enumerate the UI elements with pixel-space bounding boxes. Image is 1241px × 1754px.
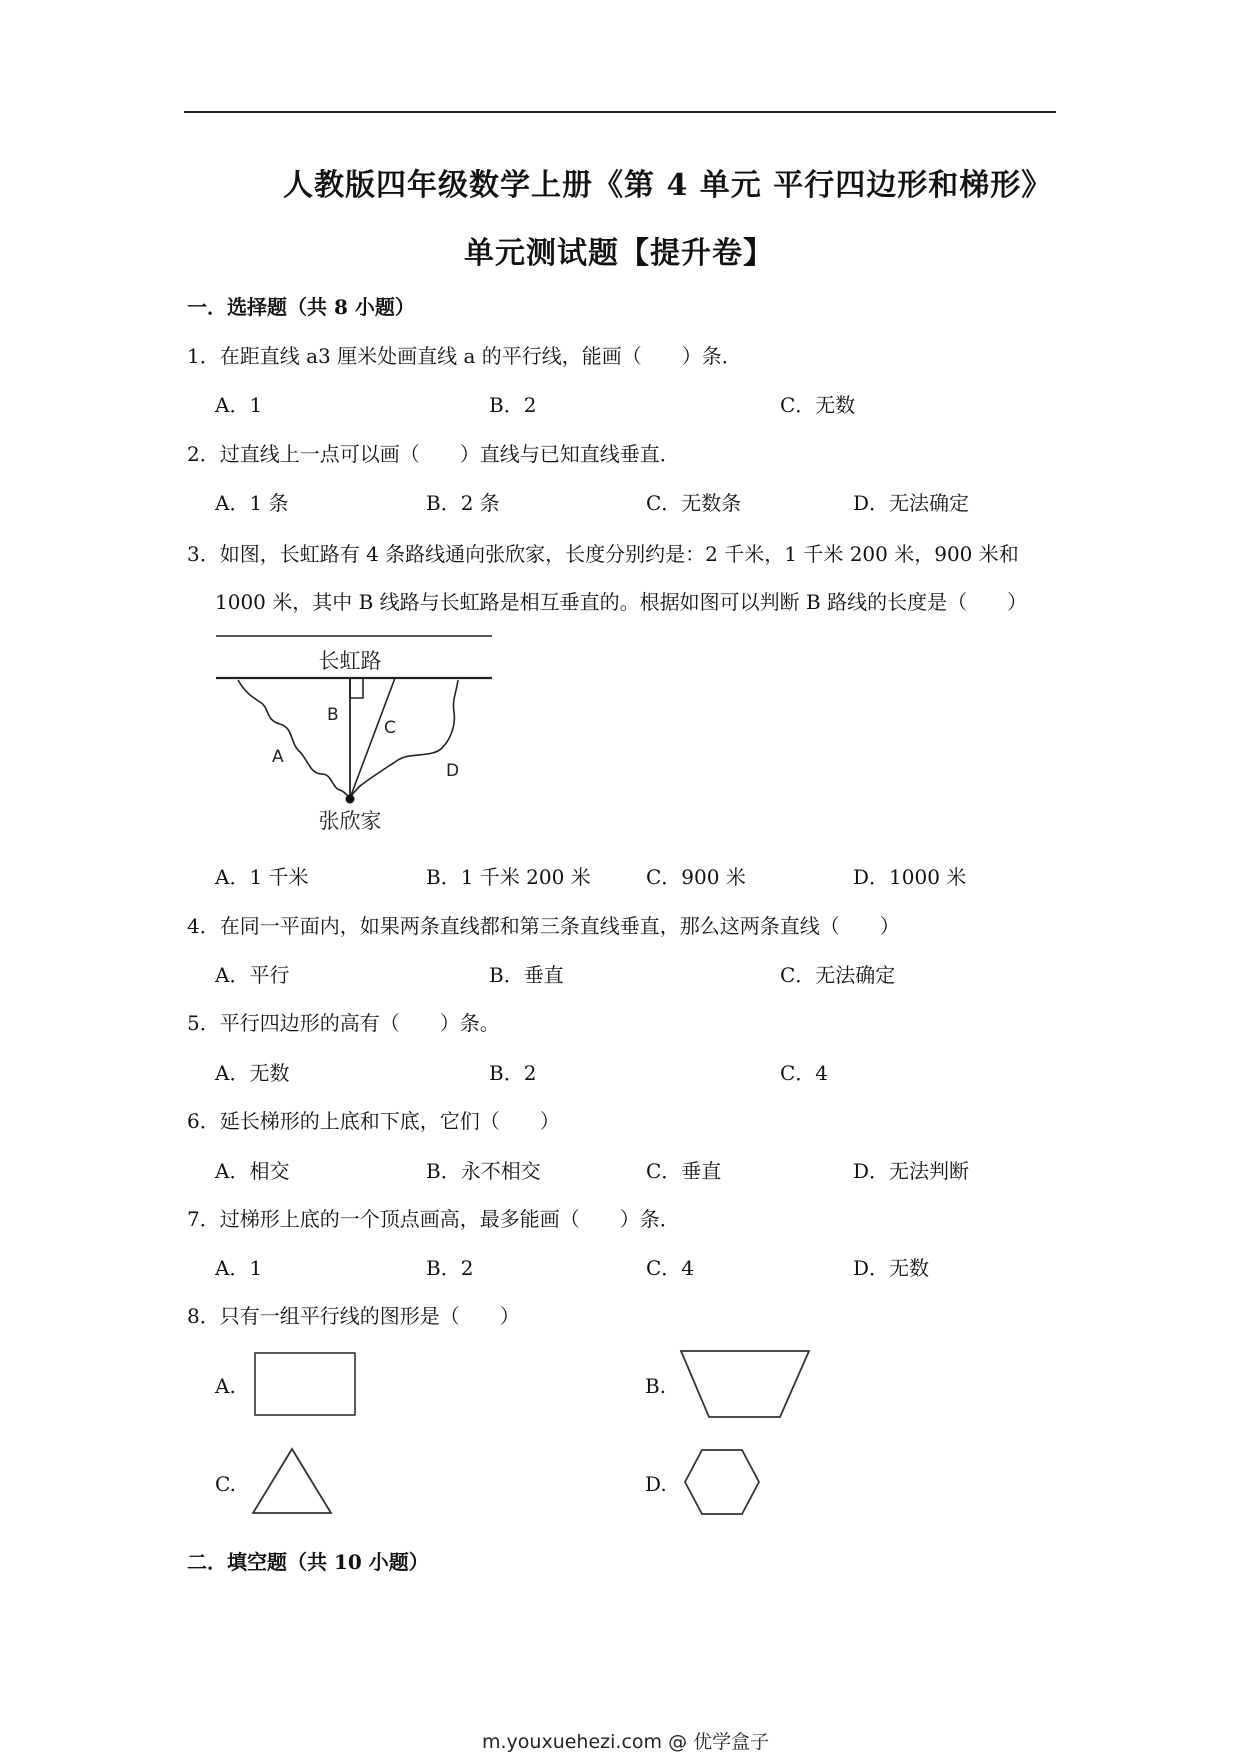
question-1 [187,340,742,369]
rectangle-figure [252,1350,358,1420]
question-text: 延长梯形的上底和下底，它们（ ） [219,1109,560,1133]
q2-option-c: C．无数条 [646,491,742,515]
triangle-figure [250,1446,334,1516]
q4-option-c: C．无法确定 [780,963,896,987]
question-text: 过梯形上底的一个顶点画高，最多能画（ ）条． [219,1207,680,1231]
road-label: 长虹路 [318,649,382,673]
q1-option-c: C．无数 [780,393,856,417]
q5-option-c: C．4 [780,1061,829,1085]
question-text: 在距直线 a3 厘米处画直线 a 的平行线，能画（ ）条． [219,344,742,368]
q2-option-a: A．1 条 [215,491,289,515]
question-6 [187,1105,560,1134]
question-text: 在同一平面内，如果两条直线都和第三条直线垂直，那么这两条直线（ ） [219,914,900,938]
home-point [346,795,355,804]
route-d-line [350,680,458,798]
q2-option-d: D．无法确定 [853,491,970,515]
section-heading-choice: 一．选择题（共 8 小题） [187,295,415,319]
top-rule [184,111,1056,113]
question-text: 平行四边形的高有（ ）条。 [219,1011,500,1035]
question-text: 只有一组平行线的图形是（ ） [219,1304,520,1328]
question-number: 8． [187,1304,220,1328]
q8-option-b-label: B. [645,1374,667,1398]
question-number: 2． [187,442,220,466]
question-number: 3． [187,542,220,566]
q4-option-b: B．垂直 [489,963,564,987]
q7-option-c: C．4 [646,1256,695,1280]
question-4 [187,910,900,939]
title-line2: 单元测试题【提升卷】 [464,236,774,271]
q5-option-b: B．2 [489,1061,537,1085]
question-3 [187,538,1019,567]
trapezoid-figure [678,1348,812,1422]
title-line1: 人教版四年级数学上册《第 4 单元 平行四边形和梯形》 [283,168,1053,203]
q3-option-b: B．1 千米 200 米 [426,865,591,889]
q8-option-a-label: A. [215,1374,236,1398]
question-number: 4． [187,914,220,938]
q5-option-a: A．无数 [215,1061,290,1085]
q6-option-b: B．永不相交 [426,1159,541,1183]
question-text: 如图，长虹路有 4 条路线通向张欣家，长度分别约是：2 千米，1 千米 200 米，900 米和 [219,542,1019,566]
q7-option-a: A．1 [215,1256,263,1280]
section-heading-fill-blank: 二．填空题（共 10 小题） [187,1550,429,1574]
footer-watermark: m.youxuehezi.com @ 优学盒子 [482,1731,770,1753]
question-number: 7． [187,1207,220,1231]
q6-option-c: C．垂直 [646,1159,722,1183]
q3-option-d: D．1000 米 [853,865,967,889]
route-c-label: C [384,718,396,738]
right-angle-mark [350,678,363,698]
q4-option-a: A．平行 [215,963,290,987]
route-b-label: B [327,705,339,725]
q7-option-b: B．2 [426,1256,474,1280]
q7-option-d: D．无数 [853,1256,930,1280]
route-a-label: A [272,747,284,767]
q8-option-c-label: C. [215,1472,236,1496]
q6-option-d: D．无法判断 [853,1159,970,1183]
question-7 [187,1203,680,1232]
q3-option-c: C．900 米 [646,865,746,889]
question-number: 5． [187,1011,220,1035]
route-map-figure [210,628,500,834]
route-d-label: D [446,761,460,781]
q1-option-a: A．1 [215,393,263,417]
question-text: 过直线上一点可以画（ ）直线与已知直线垂直． [219,442,680,466]
question-number: 6． [187,1109,220,1133]
q6-option-a: A．相交 [215,1159,290,1183]
q1-option-b: B．2 [489,393,537,417]
question-number: 1． [187,344,220,368]
question-2 [187,438,680,467]
hexagon-figure [682,1447,762,1517]
question-5 [187,1007,500,1036]
route-c-line [350,678,395,798]
q2-option-b: B．2 条 [426,491,500,515]
route-a-line [238,680,350,798]
home-label: 张欣家 [318,809,382,833]
question-8 [187,1300,520,1329]
question-3-line2: 1000 米，其中 B 线路与长虹路是相互垂直的。根据如图可以判断 B 路线的长度是（ ） [215,590,1028,614]
q3-option-a: A．1 千米 [215,865,309,889]
q8-option-d-label: D. [645,1472,667,1496]
